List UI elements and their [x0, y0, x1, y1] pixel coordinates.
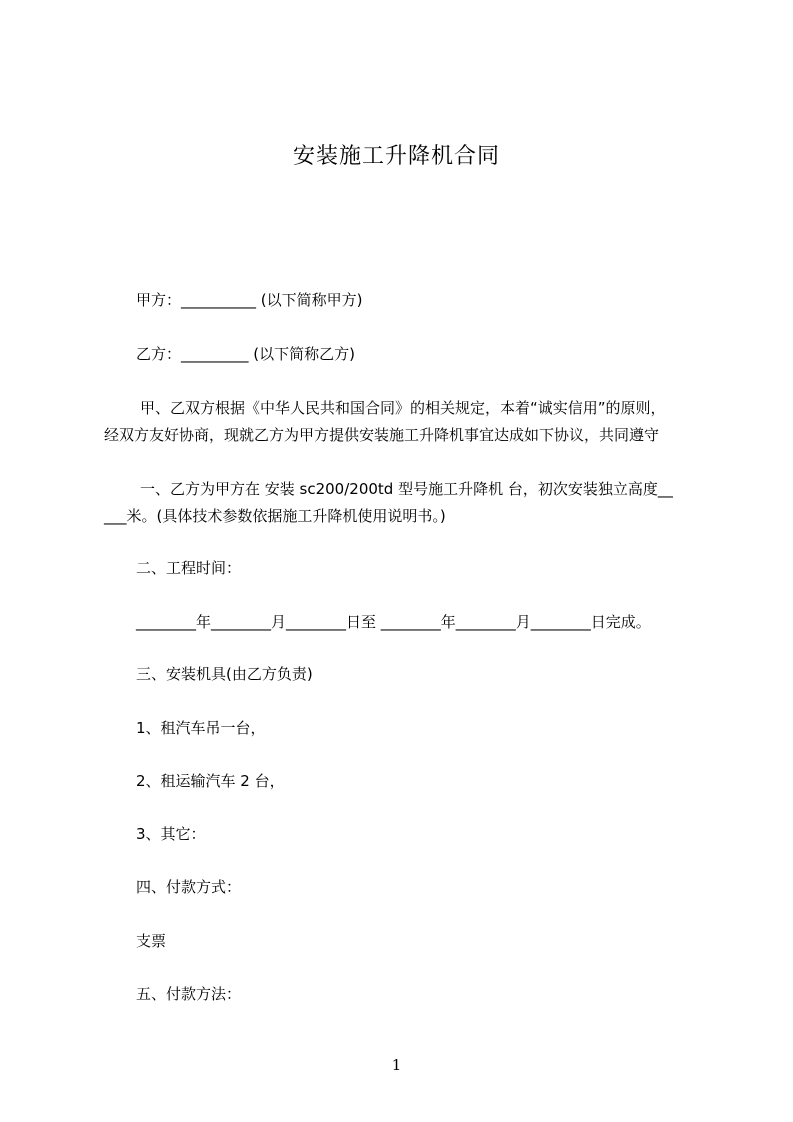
party-b-line: 乙方：_________ (以下简称乙方)	[136, 345, 355, 363]
payment-type: 支票	[136, 932, 167, 950]
section-5-heading: 五、付款方法：	[136, 985, 242, 1003]
page-title: 安装施工升降机合同	[292, 144, 500, 169]
party-a-line: 甲方：__________ (以下简称甲方)	[136, 291, 363, 309]
list-item-2: 2、租运输汽车 2 台，	[136, 772, 285, 790]
section-2-heading: 二、工程时间：	[136, 559, 242, 577]
list-item-1: 1、租汽车吊一台，	[136, 719, 266, 737]
section-3-heading: 三、安装机具(由乙方负责)	[136, 665, 313, 683]
schedule-line: ________年________月________日至 ________年________月________日完成。	[136, 613, 651, 631]
intro-line-1: 甲、乙双方根据《中华人民共和国合同》的相关规定，本着“诚实信用”的原则，	[140, 399, 666, 417]
page-number: 1	[391, 1056, 402, 1074]
clause-1-line-2: ___米。(具体技术参数依据施工升降机使用说明书。)	[104, 507, 446, 525]
section-4-heading: 四、付款方式：	[136, 878, 242, 896]
list-item-3: 3、其它：	[136, 825, 206, 843]
intro-line-2: 经双方友好协商，现就乙方为甲方提供安装施工升降机事宜达成如下协议，共同遵守	[104, 426, 660, 444]
clause-1-line-1: 一、乙方为甲方在 安装 sc200/200td 型号施工升降机 台，初次安装独立高度__	[140, 480, 673, 498]
